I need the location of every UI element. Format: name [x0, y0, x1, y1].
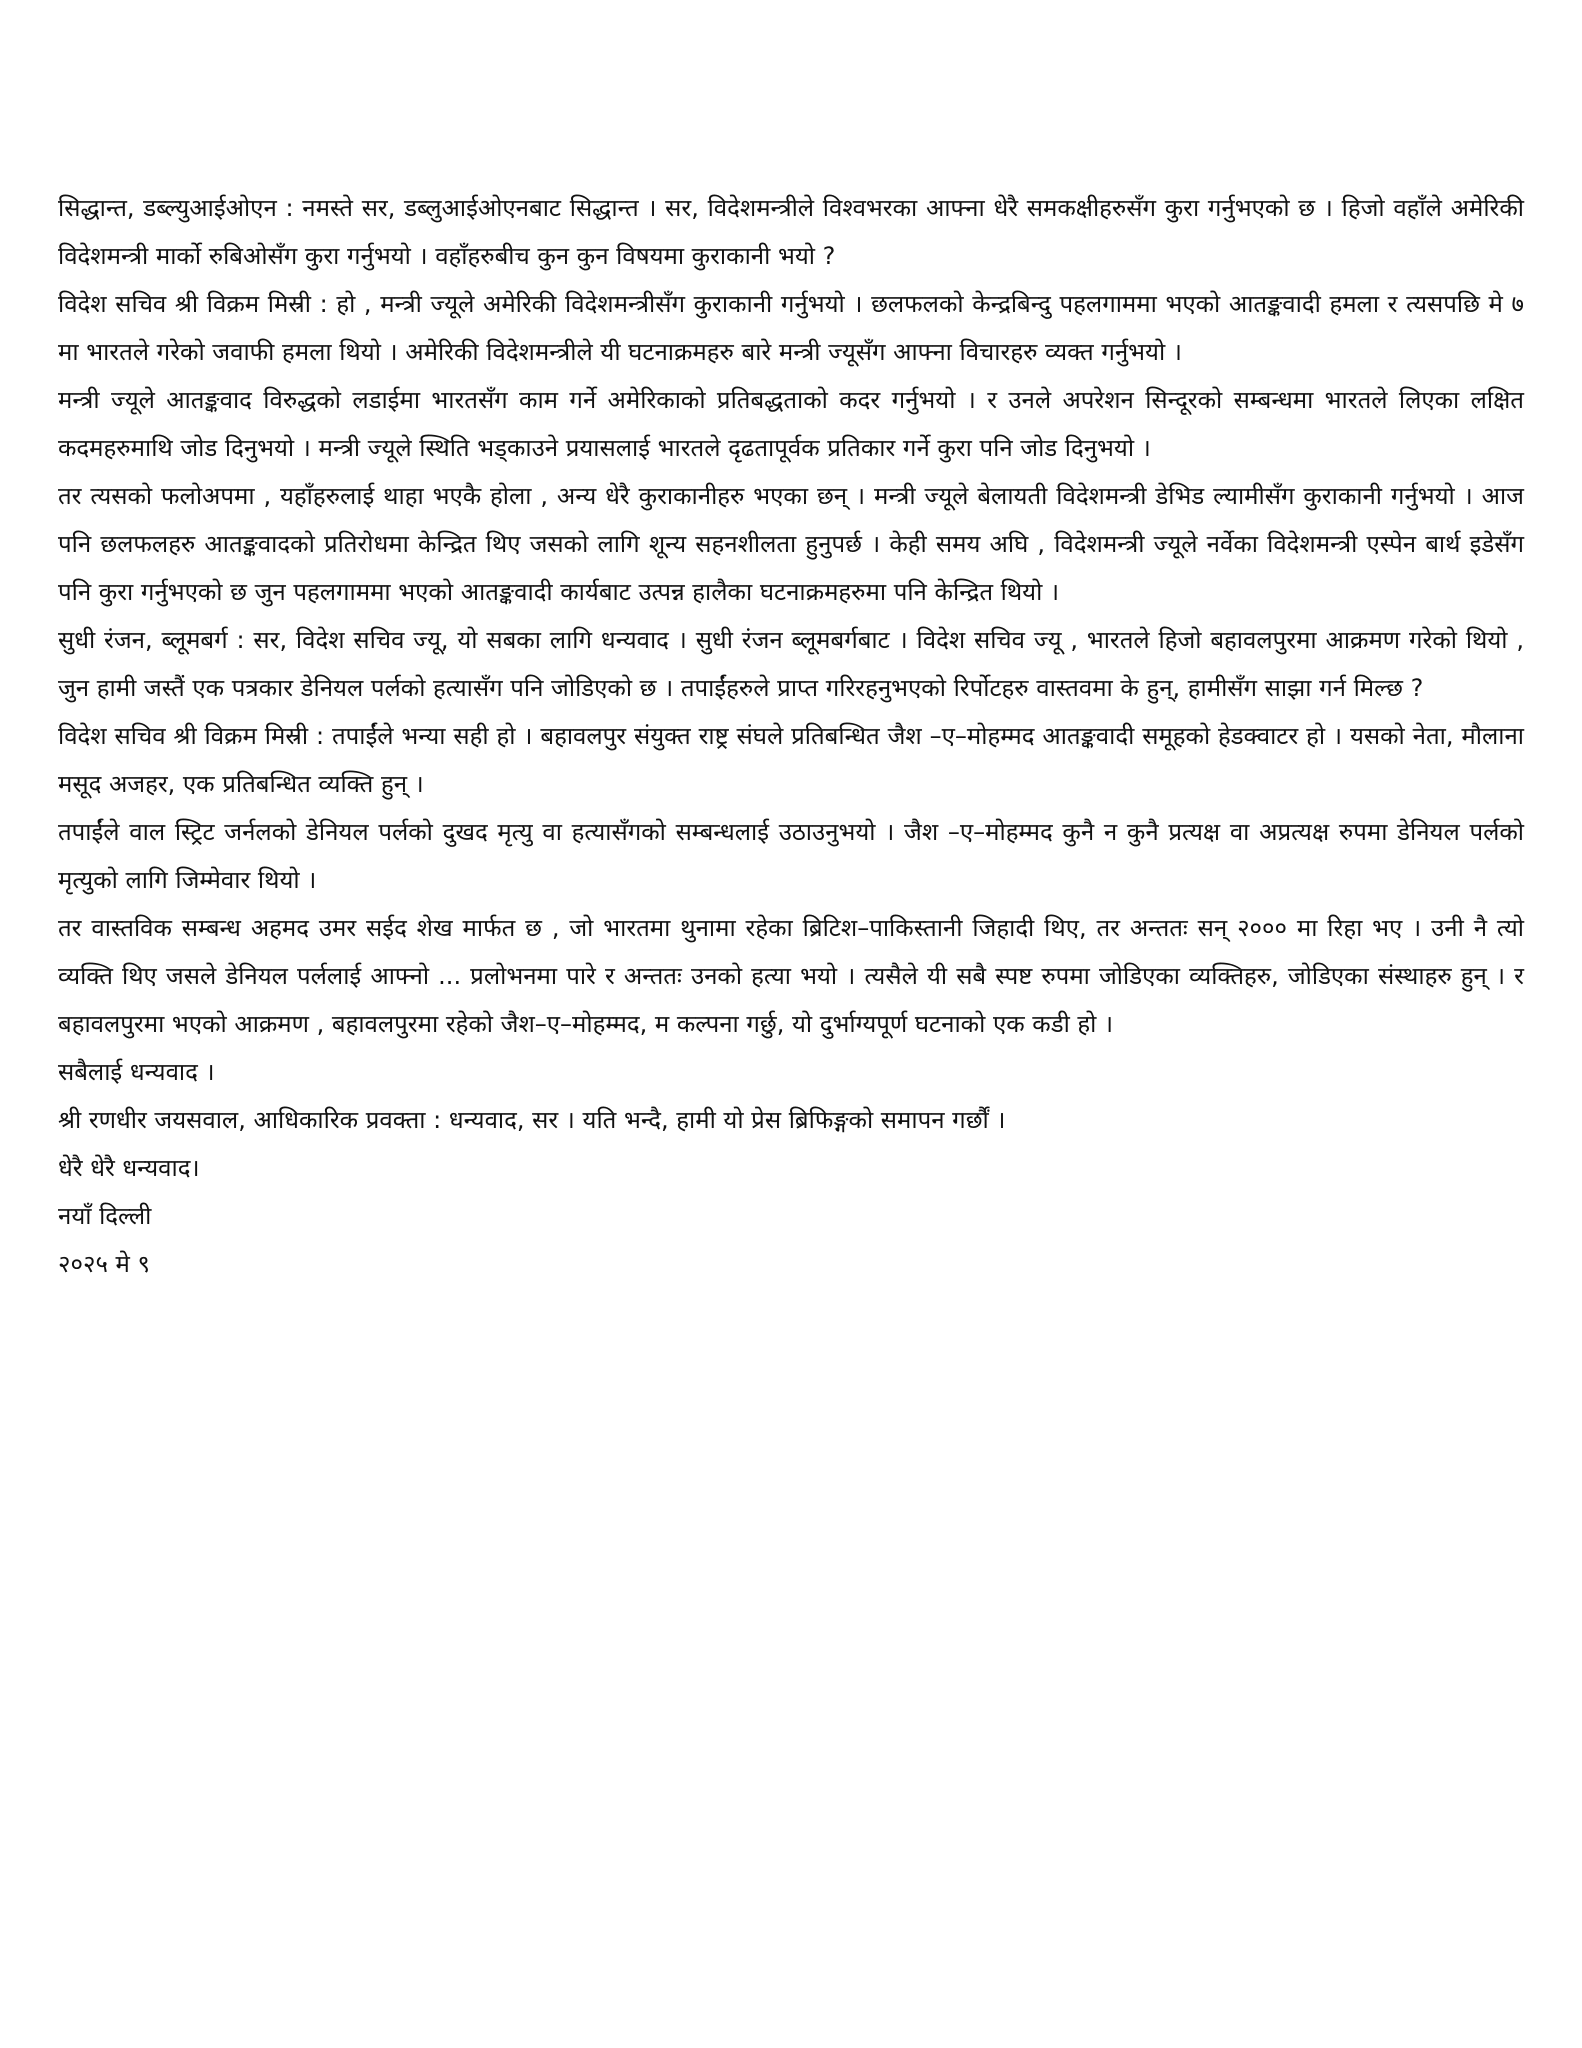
document-body: [58, 184, 1524, 1288]
paragraph-answer-daniel-pearl: तपाईंले वाल स्ट्रिट जर्नलको डेनियल पर्लको दुखद मृत्यु वा हत्यासँगको सम्बन्धलाई उठाउनुभयो । जैश –ए–मोहम्मद कुनै न कुनै प्रत्यक्ष वा अप्रत्यक्ष रुपमा डेनियल पर्लको मृत्युको लागि जिम्मेवार थियो ।: [58, 818, 1524, 894]
place-line: नयाँ दिल्ली: [58, 1202, 152, 1230]
final-thanks: धेरै धेरै धन्यवाद।: [58, 1154, 200, 1182]
paragraph-answer-omar-sheikh: तर वास्तविक सम्बन्ध अहमद उमर सईद शेख मार्फत छ , जो भारतमा थुनामा रहेका ब्रिटिश–पाकिस्तानी जिहादी थिए, तर अन्ततः सन् २००० मा रिहा भए । उनी नै त्यो व्यक्ति थिए जसले डेनियल पर्ललाई आफ्नो ... प्रलोभनमा पारे र अन्ततः उनको हत्या भयो । त्यसैले यी सबै स्पष्ट रुपमा जोडिएका व्यक्तिहरु, जोडिएका संस्थाहरु हुन् । र बहावलपुरमा भएको आक्रमण , बहावलपुरमा रहेको जैश–ए–मोहम्मद, म कल्पना गर्छु, यो दुर्भाग्यपूर्ण घटनाको एक कडी हो ।: [58, 914, 1524, 1038]
paragraph-answer-misri-3: तर त्यसको फलोअपमा , यहाँहरुलाई थाहा भएकै होला , अन्य धेरै कुराकानीहरु भएका छन् । मन्त्री ज्यूले बेलायती विदेशमन्त्री डेभिड ल्यामीसँग कुराकानी गर्नुभयो । आज पनि छलफलहरु आतङ्कवादको प्रतिरोधमा केन्द्रित थिए जसको लागि शून्य सहनशीलता हुनुपर्छ । केही समय अघि , विदेशमन्त्री ज्यूले नर्वेका विदेशमन्त्री एस्पेन बार्थ इडेसँग पनि कुरा गर्नुभएको छ जुन पहलगाममा भएको आतङ्कवादी कार्यबाट उत्पन्न हालैका घटनाक्रमहरुमा पनि केन्द्रित थियो ।: [58, 482, 1524, 606]
paragraph-answer-misri-1: विदेश सचिव श्री विक्रम मिस्री : हो , मन्त्री ज्यूले अमेरिकी विदेशमन्त्रीसँग कुराकानी गर्नुभयो । छलफलको केन्द्रबिन्दु पहलगाममा भएको आतङ्कवादी हमला र त्यसपछि मे ७ मा भारतले गरेको जवाफी हमला थियो । अमेरिकी विदेशमन्त्रीले यी घटनाक्रमहरु बारे मन्त्री ज्यूसँग आफ्ना विचारहरु व्यक्त गर्नुभयो ।: [58, 290, 1524, 366]
paragraph-question-wion: सिद्धान्त, डब्ल्युआईओएन : नमस्ते सर, डब्लुआईओएनबाट सिद्धान्त । सर, विदेशमन्त्रीले विश्वभरका आफ्ना धेरै समकक्षीहरुसँग कुरा गर्नुभएको छ । हिजो वहाँले अमेरिकी विदेशमन्त्री मार्को रुबिओसँग कुरा गर्नुभयो । वहाँहरुबीच कुन कुन विषयमा कुराकानी भयो ?: [58, 194, 1524, 270]
paragraph-question-bloomberg: सुधी रंजन, ब्लूमबर्ग : सर, विदेश सचिव ज्यू, यो सबका लागि धन्यवाद । सुधी रंजन ब्लूमबर्गबाट । विदेश सचिव ज्यू , भारतले हिजो बहावलपुरमा आक्रमण गरेको थियो , जुन हामी जस्तैं एक पत्रकार डेनियल पर्लको हत्यासँग पनि जोडिएको छ । तपाईंहरुले प्राप्त गरिरहनुभएको रिर्पोटहरु वास्तवमा के हुन्, हामीसँग साझा गर्न मिल्छ ?: [58, 626, 1524, 702]
paragraph-answer-misri-2: मन्त्री ज्यूले आतङ्कवाद विरुद्धको लडाईमा भारतसँग काम गर्ने अमेरिकाको प्रतिबद्धताको कदर गर्नुभयो । र उनले अपरेशन सिन्दूरको सम्बन्धमा भारतले लिएका लक्षित कदमहरुमाथि जोड दिनुभयो । मन्त्री ज्यूले स्थिति भड्काउने प्रयासलाई भारतले दृढतापूर्वक प्रतिकार गर्ने कुरा पनि जोड दिनुभयो ।: [58, 386, 1524, 462]
paragraph-answer-bahawalpur: विदेश सचिव श्री विक्रम मिस्री : तपाईंले भन्या सही हो । बहावलपुर संयुक्त राष्ट्र संघले प्रतिबन्धित जैश –ए–मोहम्मद आतङ्कवादी समूहको हेडक्वाटर हो । यसको नेता, मौलाना मसूद अजहर, एक प्रतिबन्धित व्यक्ति हुन् ।: [58, 722, 1524, 798]
closing-thanks: सबैलाई धन्यवाद ।: [58, 1058, 215, 1086]
spokesperson-closing: श्री रणधीर जयसवाल, आधिकारिक प्रवक्ता : धन्यवाद, सर । यति भन्दै, हामी यो प्रेस ब्रिफिङ्गको समापन गर्छौं ।: [58, 1106, 1006, 1134]
date-line: २०२५ मे ९: [58, 1250, 151, 1278]
